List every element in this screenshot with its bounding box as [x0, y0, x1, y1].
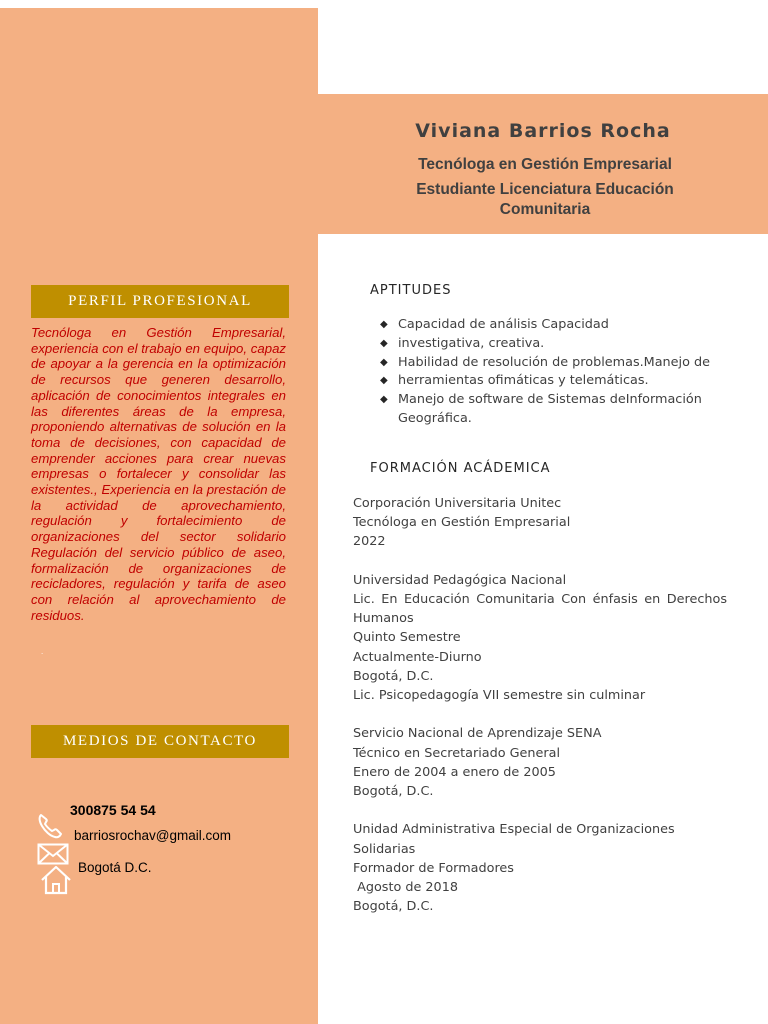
- entry-line: Bogotá, D.C.: [353, 668, 434, 684]
- contact-city: Bogotá D.C.: [78, 860, 152, 875]
- bullet-icon: ◆: [380, 356, 388, 368]
- formacion-heading: FORMACIÓN ACÁDEMICA: [370, 461, 551, 476]
- aptitude-line: [380, 316, 710, 335]
- stray-dot: .: [41, 647, 44, 656]
- aptitude-line: [380, 391, 710, 410]
- perfil-heading-label: PERFIL PROFESIONAL: [68, 293, 252, 309]
- aptitudes-heading: APTITUDES: [370, 283, 452, 298]
- entry-line: Lic. Psicopedagogía VII semestre sin culminar: [353, 688, 646, 704]
- education-entry-unitec: [353, 494, 727, 552]
- mail-icon: [37, 843, 69, 865]
- contact-heading-label: MEDIOS DE CONTACTO: [63, 733, 257, 749]
- entry-line: Unidad Administrativa Especial de Organizaciones Solidarias: [353, 822, 675, 857]
- aptitudes-list: [380, 316, 710, 429]
- entry-line: Bogotá, D.C.: [353, 784, 434, 800]
- entry-line: Quinto Semestre: [353, 630, 461, 646]
- aptitude-text: Habilidad de resolución de problemas.Manejo de: [398, 354, 710, 370]
- entry-line: Corporación Universitaria Unitec: [353, 496, 562, 511]
- entry-line: Enero de 2004 a enero de 2005: [353, 764, 556, 780]
- entry-line: Universidad Pedagógica Nacional: [353, 572, 567, 588]
- entry-line: Formador de Formadores: [353, 860, 514, 876]
- entry-line: Tecnóloga en Gestión Empresarial: [353, 515, 571, 531]
- bullet-icon: ◆: [380, 394, 388, 406]
- entry-line: Lic. En Educación Comunitaria Con énfasis en Derechos: [353, 592, 727, 607]
- home-icon: [40, 865, 72, 895]
- entry-line: Agosto de 2018: [353, 880, 458, 896]
- education-entry-uaeos: [353, 820, 727, 916]
- entry-line: Actualmente-Diurno: [353, 649, 482, 665]
- aptitude-text: investigativa, creativa.: [398, 335, 545, 351]
- aptitude-text: Geográfica.: [398, 410, 472, 426]
- aptitude-text: Manejo de software de Sistemas deInformación: [398, 392, 702, 408]
- entry-line: 2022: [353, 534, 386, 550]
- bullet-icon: ◆: [380, 337, 388, 349]
- aptitude-text: Capacidad de análisis Capacidad: [398, 317, 609, 332]
- contact-email: barriosrochav@gmail.com: [74, 828, 232, 843]
- education-entry-sena: [353, 724, 727, 801]
- aptitude-line: [380, 335, 710, 354]
- entry-line: Servicio Nacional de Aprendizaje SENA: [353, 726, 602, 742]
- education-entry-upn: [353, 571, 727, 705]
- contact-phone: 300875 54 54: [70, 802, 156, 818]
- perfil-heading: [31, 285, 289, 318]
- perfil-text: Tecnóloga en Gestión Empresarial, experiencia con el trabajo en equipo, capaz de apoyar a la gerencia en la optimización de recursos que generen desarrollo, aplicación de conocimientos integrales en las diferentes áreas de la empresa, proponiendo alternativas de solución en la toma de decisiones, con capacidad de emprender acciones para crear nuevas empresas o fortalecer y consolidar las existentes., Experiencia en la prestación de la actividad de aprovechamiento, regulación y fortalecimiento de organizaciones del sector solidario Regulación del servicio público de aseo, formalización de organizaciones de recicladores, regulación y tarifa de aseo con relación al aprovechamiento de residuos.: [31, 325, 286, 623]
- formacion-list: [353, 494, 727, 936]
- bullet-icon: ◆: [380, 319, 388, 330]
- entry-line: Bogotá, D.C.: [353, 899, 434, 915]
- job-title: Tecnóloga en Gestión Empresarial: [418, 156, 672, 173]
- phone-icon: [36, 812, 64, 840]
- entry-line: Técnico en Secretariado General: [353, 745, 561, 761]
- aptitude-line: [380, 410, 710, 429]
- study-title: Estudiante Licenciatura Educación Comunitaria: [416, 181, 674, 218]
- entry-line: Humanos: [353, 611, 414, 627]
- aptitude-line: [380, 354, 710, 373]
- aptitude-line: [380, 372, 710, 391]
- aptitude-text: herramientas ofimáticas y telemáticas.: [398, 373, 649, 389]
- candidate-name: Viviana Barrios Rocha: [415, 120, 671, 142]
- bullet-icon: ◆: [380, 375, 388, 387]
- contact-heading: [31, 725, 289, 758]
